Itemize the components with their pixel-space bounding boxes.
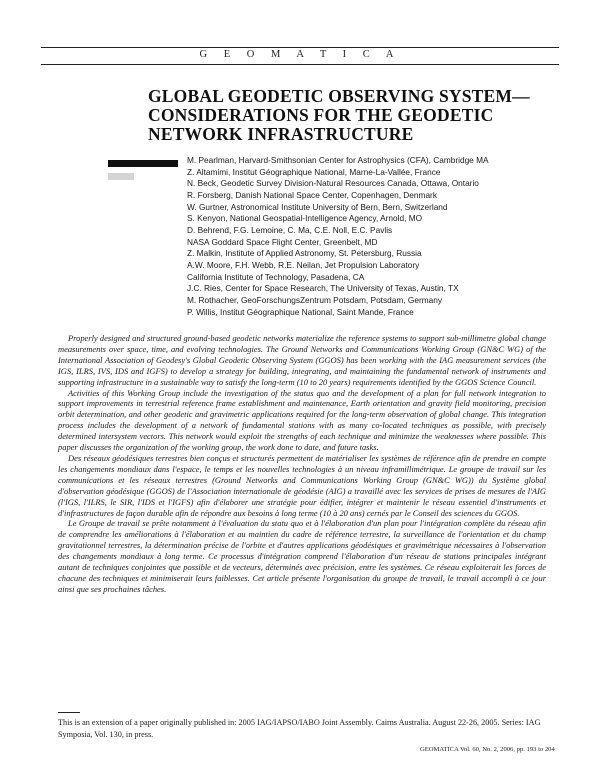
abstract-paragraph-en-1: Properly designed and structured ground-based geodetic networks materialize the reference systems to support sub-millimetre global change measurements over space, time, and evolving technologies. The Ground Networks and Communications Working Group (GN&C WG) of the International Association of Geodesy's Global Geodetic Observing System (GGOS) has been working with the IAG measurement services (the IGS, ILRS, IVS, IDS and IGFS) to develop a strategy for building, integrating, and maintaining the fundamental network of instruments and supporting infrastructure in a sustainable way to satisfy the long-term (10 to 20 years) requirements identified by the GGOS Science Council. xyxy=(58,333,546,387)
author-line: California Institute of Technology, Pasadena, CA xyxy=(187,271,365,282)
decorative-bar-dark xyxy=(108,160,178,167)
author-line: Z. Altamimi, Institut Géographique National, Marne-La-Vallée, France xyxy=(187,166,441,177)
header-rule-bottom xyxy=(41,64,559,65)
title-line-2: CONSIDERATIONS FOR THE GEODETIC xyxy=(148,105,494,125)
decorative-bar-light xyxy=(108,173,134,180)
author-line: R. Forsberg, Danish National Space Center, Copenhagen, Denmark xyxy=(187,189,437,200)
footnote: This is an extension of a paper originally published in: 2005 IAG/IAPSO/IABO Joint Assembly. Cairns Australia. August 22-26, 2005. Series: IAG Symposia, Vol. 130, in press. xyxy=(58,718,541,739)
title-line-1: GLOBAL GEODETIC OBSERVING SYSTEM— xyxy=(148,86,530,106)
author-line: N. Beck, Geodetic Survey Division-Natural Resources Canada, Ottawa, Ontario xyxy=(187,178,479,189)
paper-title xyxy=(148,87,568,144)
author-list xyxy=(187,155,587,318)
author-line: M. Rothacher, GeoForschungsZentrum Potsdam, Potsdam, Germany xyxy=(187,294,443,305)
author-line: S. Kenyon, National Geospatial-Intelligence Agency, Arnold, MO xyxy=(187,213,423,224)
author-line: M. Pearlman, Harvard-Smithsonian Center for Astrophysics (CFA), Cambridge MA xyxy=(187,155,489,165)
author-line: P. Willis, Institut Géographique National, Saint Mande, France xyxy=(187,306,414,317)
title-line-3: NETWORK INFRASTRUCTURE xyxy=(148,124,414,144)
author-line: Z. Malkin, Institute of Applied Astronomy, St. Petersburg, Russia xyxy=(187,248,422,259)
abstract-paragraph-fr-2: Le Groupe de travail se prête notamment à l'évaluation du statu quo et à l'élaboration d'un plan pour l'intégration complète du réseau afin de comprendre les améliorations à l'élaboration et au maintien du cadre de référence terrestre, la surveillance de l'orientation et du champ gravitationnel terrestres, la détermination précise de l'orbite et d'autres applications géodésiques et gravimétrique nécessaires à l'observation des changements mondiaux à long terme. Ce processus d'intégration comprend l'élaboration d'un réseau de stations principales intégrant autant de techniques conjointes que possible et de vecteurs, déterminés avec précision, entre les systèmes. Ce réseau exploiterait les forces de chacune des techniques et minimiserait leurs faiblesses. Cet article présente l'organisation du groupe de travail, le travail accompli à ce jour ainsi que ses prochaines tâches. xyxy=(58,518,546,594)
author-line: W. Gurtner, Astronomical Institute University of Bern, Bern, Switzerland xyxy=(187,201,448,212)
journal-name: G E O M A T I C A xyxy=(199,49,401,60)
abstract xyxy=(58,333,546,595)
author-line: J.C. Ries, Center for Space Research, The University of Texas, Austin, TX xyxy=(187,283,459,294)
author-line: NASA Goddard Space Flight Center, Greenbelt, MD xyxy=(187,236,378,247)
abstract-paragraph-fr-1: Des réseaux géodésiques terrestres bien conçus et structurés permettent de matérialiser les systèmes de référence afin de prendre en compte les changements mondiaux dans l'espace, le temps et les nouvelles technologies à un niveau inframillimétrique. Le groupe de travail sur les communications et les réseaux terrestres (Ground Networks and Communications Working Group (GN&C WG)) du Système global d'observation géodésique (GGOS) de l'Association internationale de géodésie (AIG) a travaillé avec les services de prises de mesures de l'AIG (l'IGS, l'ILRS, le SIR, l'IDS et l'IGFS) afin d'élaborer une stratégie pour édifier, intégrer et maintenir le réseau essentiel d'instruments et d'infrastructures de façon durable afin de répondre aux besoins à long terme (10 à 20 ans) cernés par le Conseil des sciences du GGOS. xyxy=(58,452,546,518)
header-rule-top xyxy=(41,47,559,48)
author-line: A.W. Moore, F.H. Webb, R.E. Neilan, Jet Propulsion Laboratory xyxy=(187,259,420,270)
author-line: D. Behrend, F.G. Lemoine, C. Ma, C.E. Noll, E.C. Pavlis xyxy=(187,224,393,235)
abstract-paragraph-en-2: Activities of this Working Group include the investigation of the status quo and the development of a plan for full network integration to support improvements in terrestrial reference frame establishment and maintenance, Earth orientation and gravity field monitoring, precision orbit determination, and other geodetic and gravimetric applications required for the long-term observation of global change. This integration process includes the development of a network of fundamental stations with as many co-located techniques as possible, with precisely determined intersystem vectors. This network would exploit the strengths of each technique and minimize the weaknesses where possible. This paper discusses the organization of the working group, the work done to date, and future tasks. xyxy=(58,387,546,453)
footnote-rule xyxy=(58,712,80,713)
journal-citation: GEOMATICA Vol. 60, No. 2, 2006, pp. 193 to 204 xyxy=(420,746,555,753)
